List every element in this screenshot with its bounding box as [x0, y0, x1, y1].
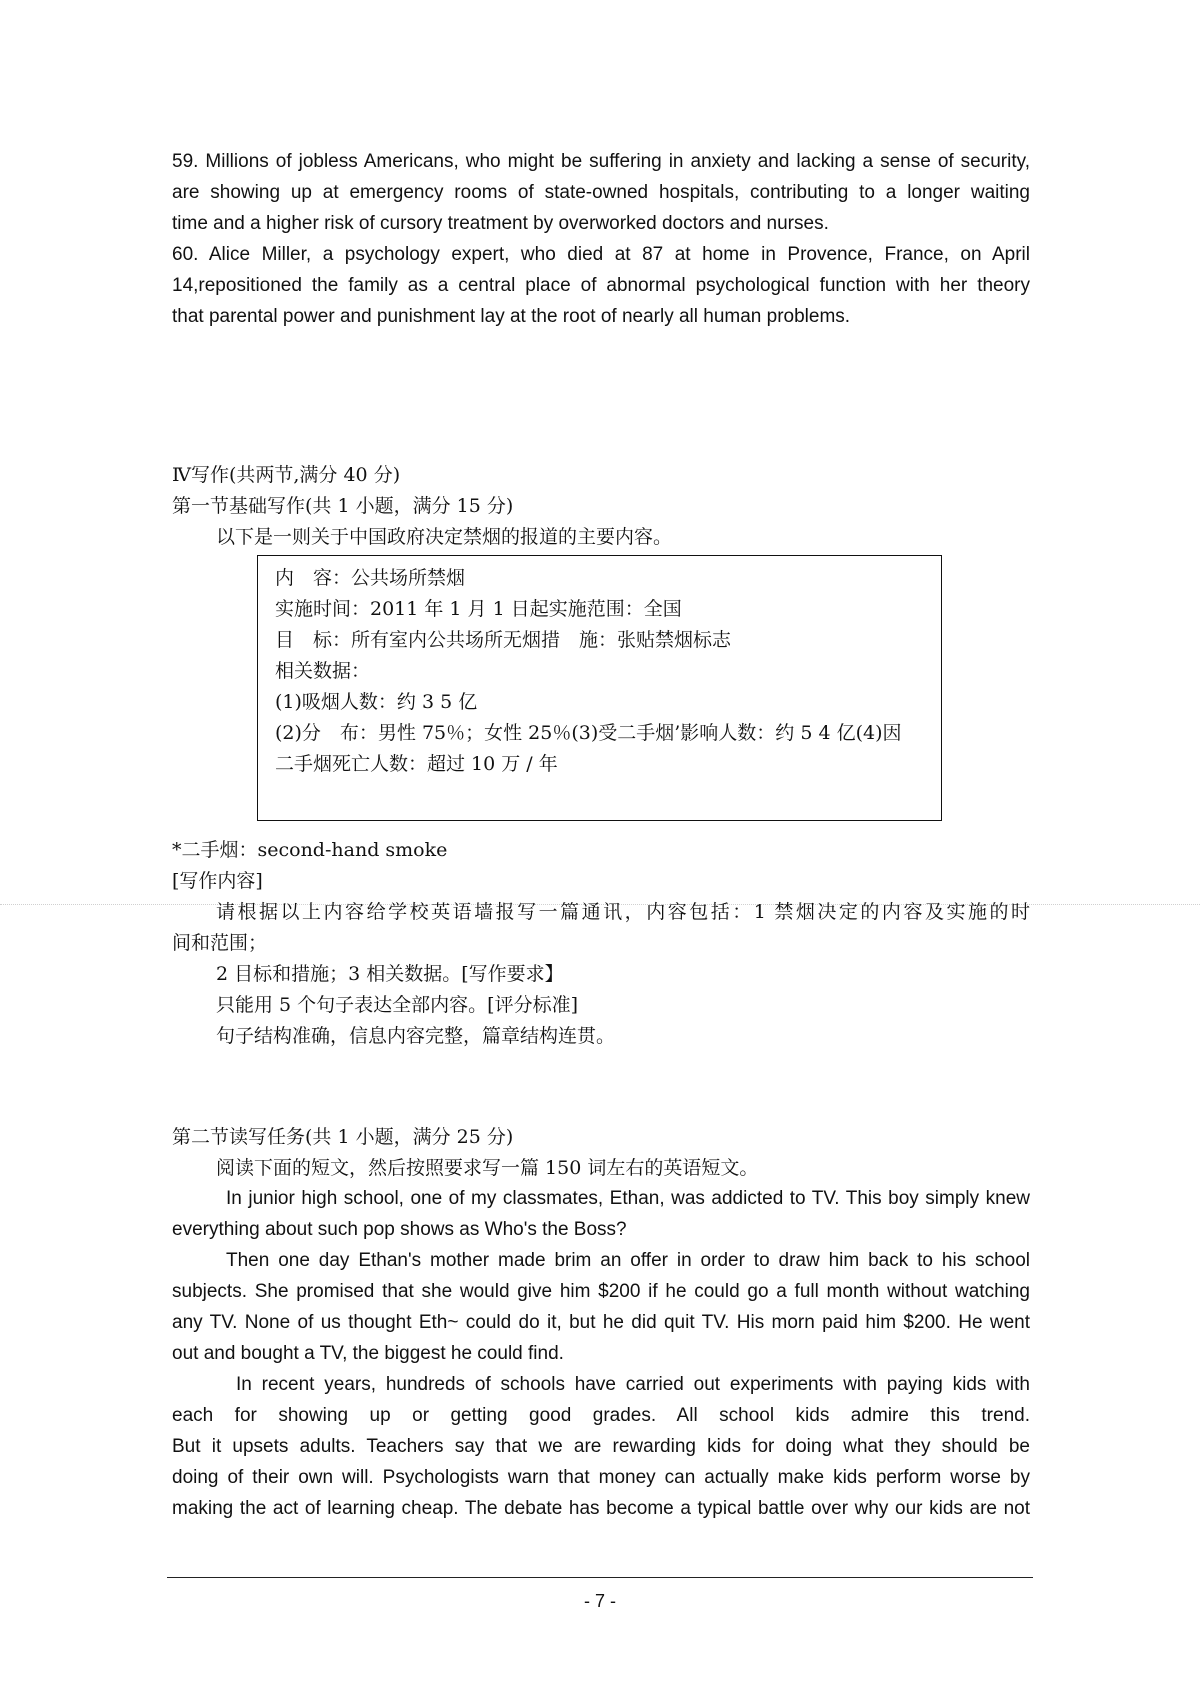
passage-p2-line-4: out and bought a TV, the biggest he could find.: [172, 1343, 564, 1364]
q60-line-1: 60. Alice Miller, a psychology expert, who died at 87 at home in Provence, France, on April: [172, 244, 1030, 265]
box-line-content: 内 容：公共场所禁烟: [275, 567, 466, 589]
q60-line-3: that parental power and punishment lay at the root of nearly all human problems.: [172, 306, 851, 327]
q59-line-2: are showing up at emergency rooms of state-owned hospitals, contributing to a longer waiting: [172, 182, 1030, 203]
writing-content-line-3: 2 目标和措施；3 相关数据。[写作要求】: [216, 963, 564, 985]
passage-p3-line-5: making the act of learning cheap. The debate has become a typical battle over why our kids are not: [172, 1498, 1030, 1519]
passage-p3-line-3: But it upsets adults. Teachers say that we are rewarding kids for doing what they should be: [172, 1436, 1030, 1457]
passage-p1-line-2: everything about such pop shows as Who's the Boss?: [172, 1219, 627, 1240]
writing-content-line-2: 间和范围；: [172, 932, 268, 954]
section2-intro: 阅读下面的短文，然后按照要求写一篇 150 词左右的英语短文。: [216, 1157, 759, 1179]
box-line-smokers: (1)吸烟人数：约 3 5 亿: [275, 691, 478, 713]
writing-criteria: 句子结构准确，信息内容完整，篇章结构连贯。: [216, 1025, 616, 1047]
passage-p2-line-3: any TV. None of us thought Eth~ could do it, but he did quit TV. His morn paid him $200. He went: [172, 1312, 1030, 1333]
passage-p2-line-1: Then one day Ethan's mother made brim an offer in order to draw him back to his school: [226, 1250, 1030, 1271]
writing-content-line-1: 请根据以上内容给学校英语墙报写一篇通讯，内容包括：1 禁烟决定的内容及实施的时: [216, 901, 1030, 923]
writing-content-label: [写作内容]: [172, 870, 263, 892]
q59-line-3: time and a higher risk of cursory treatment by overworked doctors and nurses.: [172, 213, 829, 234]
page-number: - 7 -: [583, 1591, 616, 1611]
writing-requirement: 只能用 5 个句子表达全部内容。[评分标准]: [216, 994, 578, 1016]
q59-line-1: 59. Millions of jobless Americans, who might be suffering in anxiety and lacking a sense of security,: [172, 151, 1030, 172]
passage-p1-line-1: In junior high school, one of my classmates, Ethan, was addicted to TV. This boy simply knew: [226, 1188, 1030, 1209]
box-line-date-scope: 实施时间：2011 年 1 月 1 日起实施范围：全国: [275, 598, 682, 620]
section1-title: 第一节基础写作(共 1 小题，满分 15 分): [172, 495, 514, 517]
section2-title: 第二节读写任务(共 1 小题，满分 25 分): [172, 1126, 514, 1148]
passage-p3-line-1: In recent years, hundreds of schools have carried out experiments with paying kids with: [236, 1374, 1030, 1395]
footnote-second-hand-smoke: *二手烟：second-hand smoke: [172, 839, 448, 861]
passage-p3-line-2: each for showing up or getting good grades. All school kids admire this trend.: [172, 1405, 1030, 1426]
smoking-ban-info-box: [257, 555, 942, 821]
q60-line-2: 14,repositioned the family as a central place of abnormal psychological function with her theory: [172, 275, 1030, 296]
box-line-distribution: (2)分 布：男性 75％；女性 25％(3)受二手烟’影响人数：约 5 4 亿(4)因: [275, 722, 902, 744]
section1-intro: 以下是一则关于中国政府决定禁烟的报道的主要内容。: [216, 526, 673, 548]
box-line-goal-measure: 目 标：所有室内公共场所无烟措 施：张贴禁烟标志: [275, 629, 732, 651]
box-line-deaths: 二手烟死亡人数：超过 10 万 / 年: [275, 753, 558, 775]
writing-heading: Ⅳ写作(共两节,满分 40 分): [172, 464, 401, 486]
box-line-data-label: 相关数据：: [275, 660, 371, 682]
footer-rule: [167, 1577, 1033, 1578]
passage-p2-line-2: subjects. She promised that she would give him $200 if he could go a full month without watching: [172, 1281, 1030, 1302]
passage-p3-line-4: doing of their own will. Psychologists warn that money can actually make kids perform worse by: [172, 1467, 1030, 1488]
